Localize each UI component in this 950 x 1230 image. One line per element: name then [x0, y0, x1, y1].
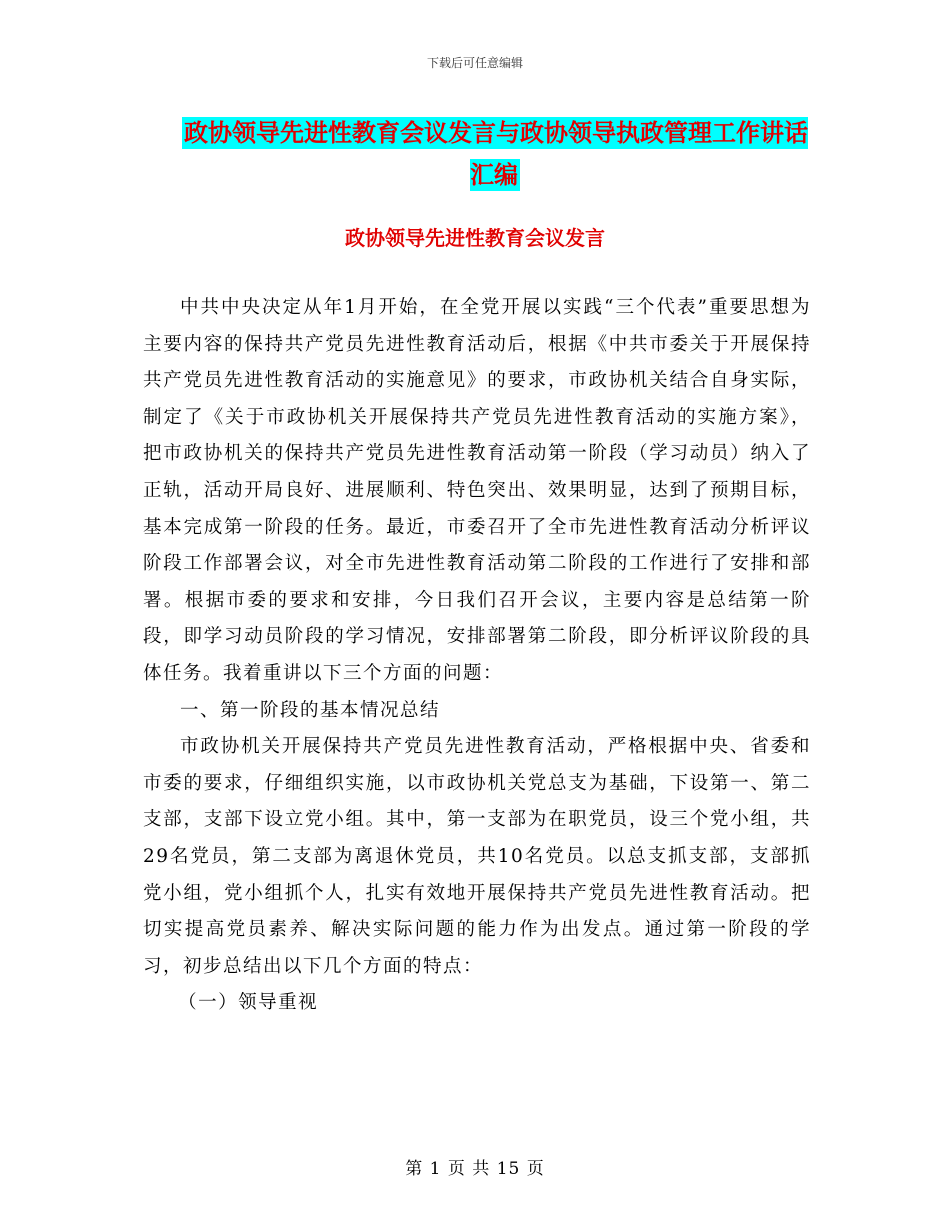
header-note: 下载后可任意编辑 — [426, 56, 523, 70]
section-title: 政协领导先进性教育会议发言 — [345, 226, 605, 250]
page-number: 第 1 页 共 15 页 — [405, 1159, 545, 1179]
body-paragraph: 市政协机关开展保持共产党员先进性教育活动，严格根据中央、省委和市委的要求，仔细组织实施，以市政协机关党总支为基础，下设第一、第二支部，支部下设立党小组。其中，第一支部为在职党员，设三个党小组，共29名党员，第二支部为离退休党员，共10名党员。以总支抓支部，支部抓党小组，党小组抓个人，扎实有效地开展保持共产党员先进性教育活动。把切实提高党员素养、解决实际问题的能力作为出发点。通过第一阶段的学习，初步总结出以下几个方面的特点： — [143, 736, 811, 977]
document-title-text: 政协领导先进性教育会议发言与政协领导执政管理工作讲话汇编 — [184, 119, 808, 189]
body-paragraph: 中共中央决定从年1月开始，在全党开展以实践“三个代表”重要思想为主要内容的保持共产党员先进性教育活动后，根据《中共市委关于开展保持共产党员先进性教育活动的实施意见》的要求，市政协机关结合自身实际，制定了《关于市政协机关开展保持共产党员先进性教育活动的实施方案》，把市政协机关的保持共产党员先进性教育活动第一阶段（学习动员）纳入了正轨，活动开局良好、进展顺利、特色突出、效果明显，达到了预期目标，基本完成第一阶段的任务。最近，市委召开了全市先进性教育活动分析评议阶段工作部署会议，对全市先进性教育活动第二阶段的工作进行了安排和部署。根据市委的要求和安排，今日我们召开会议，主要内容是总结第一阶段，即学习动员阶段的学习情况，安排部署第二阶段，即分析评议阶段的具体任务。我着重讲以下三个方面的问题： — [143, 297, 811, 684]
document-title — [180, 112, 810, 196]
body-heading: 一、第一阶段的基本情况总结 — [180, 699, 441, 721]
body-subheading: （一）领导重视 — [178, 992, 319, 1014]
document-body — [143, 290, 811, 1022]
